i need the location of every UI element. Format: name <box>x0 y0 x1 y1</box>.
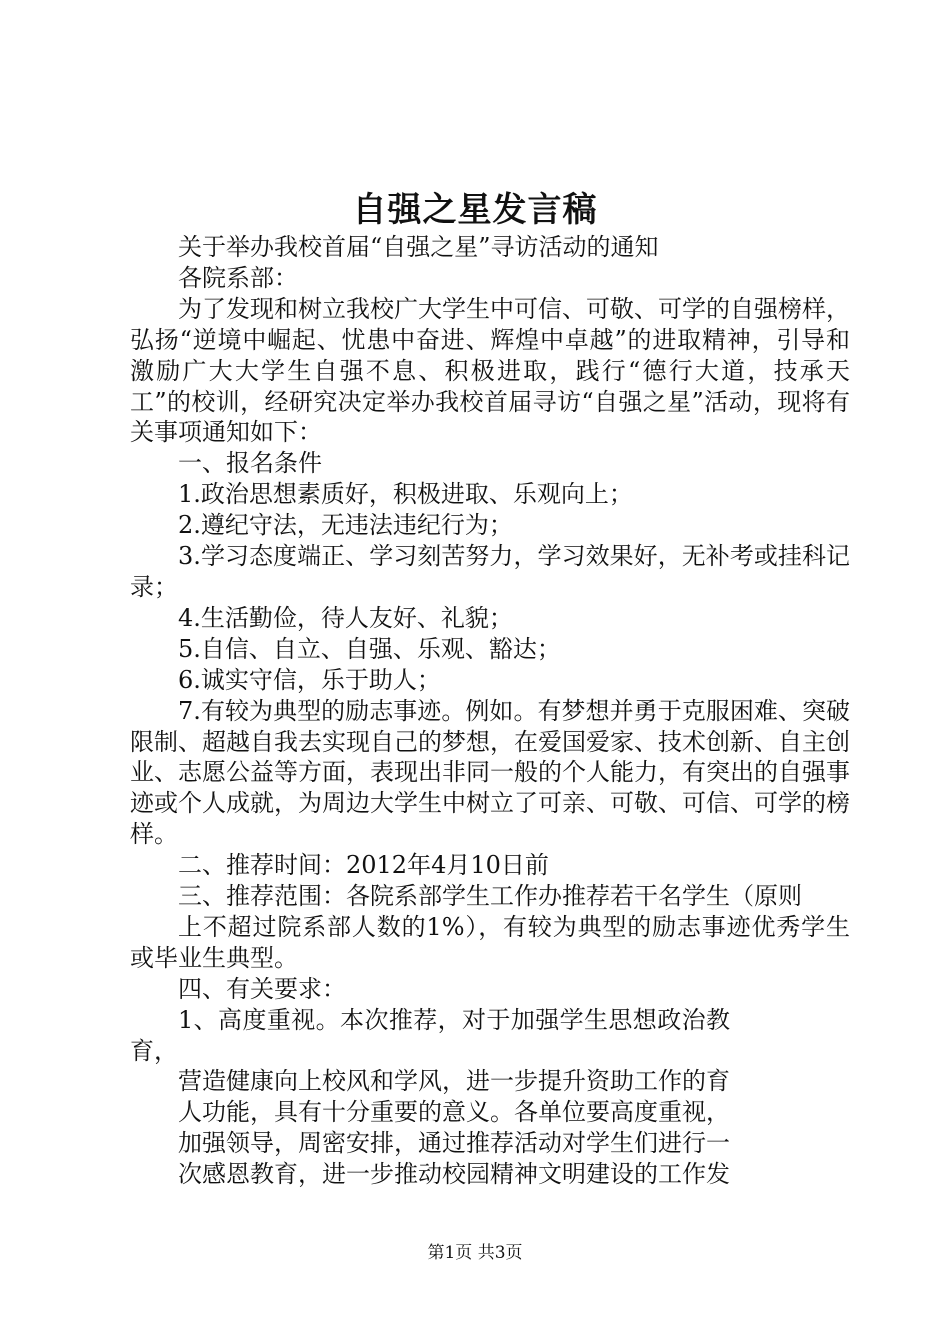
section-recommend-time: 二、推荐时间：2012年4月10日前 <box>178 851 549 880</box>
requirement-line: 加强领导，周密安排，通过推荐活动对学生们进行一 <box>178 1129 730 1158</box>
intro-paragraph: 为了发现和树立我校广大学生中可信、可敬、可学的自强榜样，弘扬“逆境中崛起、忧患中奋进、辉煌中卓越”的进取精神，引导和激励广大大学生自强不息、积极进取，践行“德行大道，技承天工”的校训，经研究决定举办我校首届寻访“自强之星”活动，现将有关事项通知如下： <box>130 294 850 447</box>
requirement-line: 人功能，具有十分重要的意义。各单位要高度重视， <box>178 1098 730 1127</box>
section-recommend-scope: 三、推荐范围：各院系部学生工作办推荐若干名学生（原则 <box>178 882 802 911</box>
requirement-line: 营造健康向上校风和学风，进一步提升资助工作的育 <box>178 1067 730 1096</box>
salutation: 各院系部： <box>178 263 298 292</box>
condition-item: 7.有较为典型的励志事迹。例如。有梦想并勇于克服困难、突破限制、超越自我去实现自己的梦想，在爱国爱家、技术创新、自主创业、志愿公益等方面，表现出非同一般的个人能力，有突出的自强事迹或个人成就，为周边大学生中树立了可亲、可敬、可信、可学的榜样。 <box>130 696 850 849</box>
condition-item: 3.学习态度端正、学习刻苦努力，学习效果好，无补考或挂科记录； <box>130 542 850 601</box>
requirement-line: 1、高度重视。本次推荐，对于加强学生思想政治教育， <box>130 1005 730 1065</box>
condition-item: 1.政治思想素质好，积极进取、乐观向上； <box>178 480 633 509</box>
document-body <box>130 232 850 1190</box>
page-number: 第1页 共3页 <box>427 1243 523 1263</box>
requirement-line: 次感恩教育，进一步推动校园精神文明建设的工作发 <box>178 1160 730 1189</box>
condition-item: 5.自信、自立、自强、乐观、豁达； <box>178 634 561 663</box>
condition-item: 2.遵纪守法，无违法违纪行为； <box>178 511 513 540</box>
document-title: 自强之星发言稿 <box>352 190 598 230</box>
section-heading-conditions: 一、报名条件 <box>178 449 322 478</box>
scope-continuation: 上不超过院系部人数的1%），有较为典型的励志事迹优秀学生或毕业生典型。 <box>130 912 850 972</box>
condition-item: 6.诚实守信，乐于助人； <box>178 665 441 694</box>
condition-item: 4.生活勤俭，待人友好、礼貌； <box>178 603 513 632</box>
section-heading-requirements: 四、有关要求： <box>178 974 346 1003</box>
notice-heading: 关于举办我校首届“自强之星”寻访活动的通知 <box>178 233 659 261</box>
